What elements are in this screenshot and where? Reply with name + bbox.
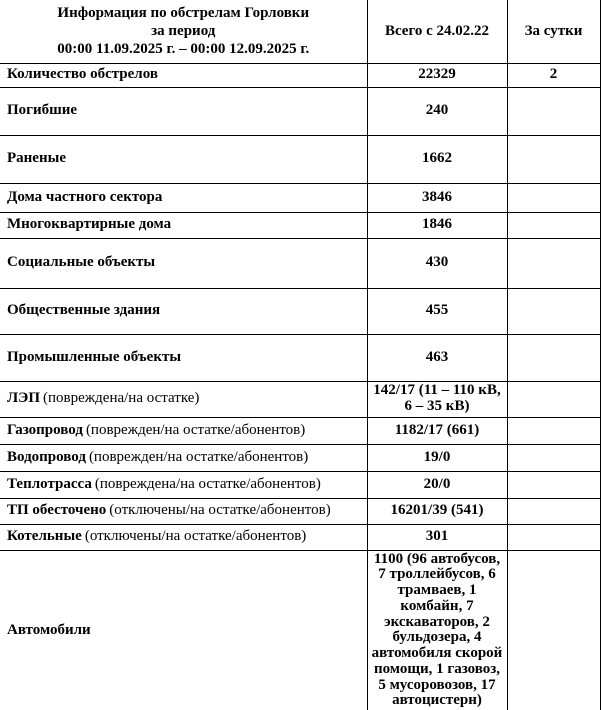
daily-value-cell <box>507 444 600 471</box>
table-row <box>0 471 600 498</box>
row-label: Газопровод <box>7 421 83 438</box>
table-row <box>0 550 600 710</box>
daily-value-cell <box>507 212 600 238</box>
table-row <box>0 135 600 183</box>
row-label: Количество обстрелов <box>7 66 158 83</box>
row-label-cell <box>0 381 367 417</box>
row-label: Погибшие <box>7 102 78 119</box>
total-value-cell: 142/17 (11 – 110 кВ, 6 – 35 кВ) <box>367 381 507 417</box>
daily-value-cell <box>507 135 600 183</box>
row-label: ЛЭП <box>7 390 41 407</box>
table-row <box>0 63 600 87</box>
table-row <box>0 183 600 212</box>
row-label-cell <box>0 63 367 87</box>
total-value-cell: 16201/39 (541) <box>367 498 507 524</box>
row-label-cell <box>0 550 367 710</box>
row-label-cell <box>0 524 367 550</box>
total-value-cell: 1182/17 (661) <box>367 417 507 444</box>
row-label: Дома частного сектора <box>7 188 163 205</box>
table-row <box>0 334 600 381</box>
daily-value-cell <box>507 87 600 135</box>
daily-value-cell <box>507 381 600 417</box>
row-label: Водопровод <box>7 448 86 465</box>
row-label-cell <box>0 212 367 238</box>
table-row <box>0 524 600 550</box>
table-row <box>0 288 600 334</box>
row-label: Многоквартирные дома <box>7 216 172 233</box>
column-header-total: Всего с 24.02.22 <box>367 0 507 63</box>
row-label-note: (отключены/на остатке/абонентов) <box>109 502 331 519</box>
daily-value-cell <box>507 238 600 288</box>
header-row <box>0 0 600 63</box>
row-label-note: (поврежден/на остатке/абонентов) <box>88 448 309 465</box>
row-label-cell <box>0 417 367 444</box>
row-label: Общественные здания <box>7 302 161 319</box>
total-value-cell: 20/0 <box>367 471 507 498</box>
row-label-cell <box>0 498 367 524</box>
total-value-cell: 430 <box>367 238 507 288</box>
table-row <box>0 212 600 238</box>
total-value-cell: 22329 <box>367 63 507 87</box>
row-label: ТП обесточено <box>7 502 107 519</box>
row-label-cell <box>0 135 367 183</box>
total-value-cell: 455 <box>367 288 507 334</box>
row-label-note: (повреждена/на остатке/абонентов) <box>94 475 321 492</box>
row-label-note: (повреждена/на остатке) <box>43 390 200 407</box>
row-label-cell <box>0 183 367 212</box>
row-label-cell <box>0 334 367 381</box>
row-label: Социальные объекты <box>7 254 156 271</box>
daily-value-cell <box>507 471 600 498</box>
daily-value-cell <box>507 183 600 212</box>
daily-value-cell <box>507 288 600 334</box>
total-value-cell: 301 <box>367 524 507 550</box>
daily-value-cell: 2 <box>507 63 600 87</box>
total-value-cell: 1846 <box>367 212 507 238</box>
table-row <box>0 87 600 135</box>
row-label-note: (отключены/на остатке/абонентов) <box>84 528 307 545</box>
daily-value-cell <box>507 524 600 550</box>
table-row <box>0 417 600 444</box>
total-value-cell: 19/0 <box>367 444 507 471</box>
table-title-line3: 00:00 11.09.2025 г. – 00:00 12.09.2025 г. <box>57 41 310 58</box>
row-label: Промышленные объекты <box>7 348 182 365</box>
table-row <box>0 381 600 417</box>
total-value-cell: 1662 <box>367 135 507 183</box>
daily-value-cell <box>507 498 600 524</box>
table-title-line2: за период <box>151 23 216 40</box>
table-row <box>0 498 600 524</box>
daily-value-cell <box>507 334 600 381</box>
total-value-cell: 3846 <box>367 183 507 212</box>
table-title-line1: Информация по обстрелам Горловки <box>57 4 310 21</box>
row-label-cell <box>0 444 367 471</box>
table-title <box>0 0 367 63</box>
daily-value-cell <box>507 417 600 444</box>
row-label: Теплотрасса <box>7 475 92 492</box>
total-value-cell: 463 <box>367 334 507 381</box>
table-row <box>0 238 600 288</box>
row-label-cell <box>0 288 367 334</box>
table-row <box>0 444 600 471</box>
total-value-cell: 240 <box>367 87 507 135</box>
total-value-cell: 1100 (96 автобусов, 7 троллейбусов, 6 трамваев, 1 комбайн, 7 экскаваторов, 2 бульдозера, 4 автомобиля скорой помощи, 1 газовоз, 5 мусоровозов, 17 автоцистерн) <box>367 550 507 710</box>
daily-value-cell <box>507 550 600 710</box>
row-label-cell <box>0 238 367 288</box>
row-label: Раненые <box>7 150 66 167</box>
row-label-cell <box>0 87 367 135</box>
column-header-daily: За сутки <box>507 0 600 63</box>
row-label: Котельные <box>7 528 82 545</box>
row-label-cell <box>0 471 367 498</box>
row-label-note: (поврежден/на остатке/абонентов) <box>85 421 306 438</box>
row-label: Автомобили <box>7 621 91 638</box>
